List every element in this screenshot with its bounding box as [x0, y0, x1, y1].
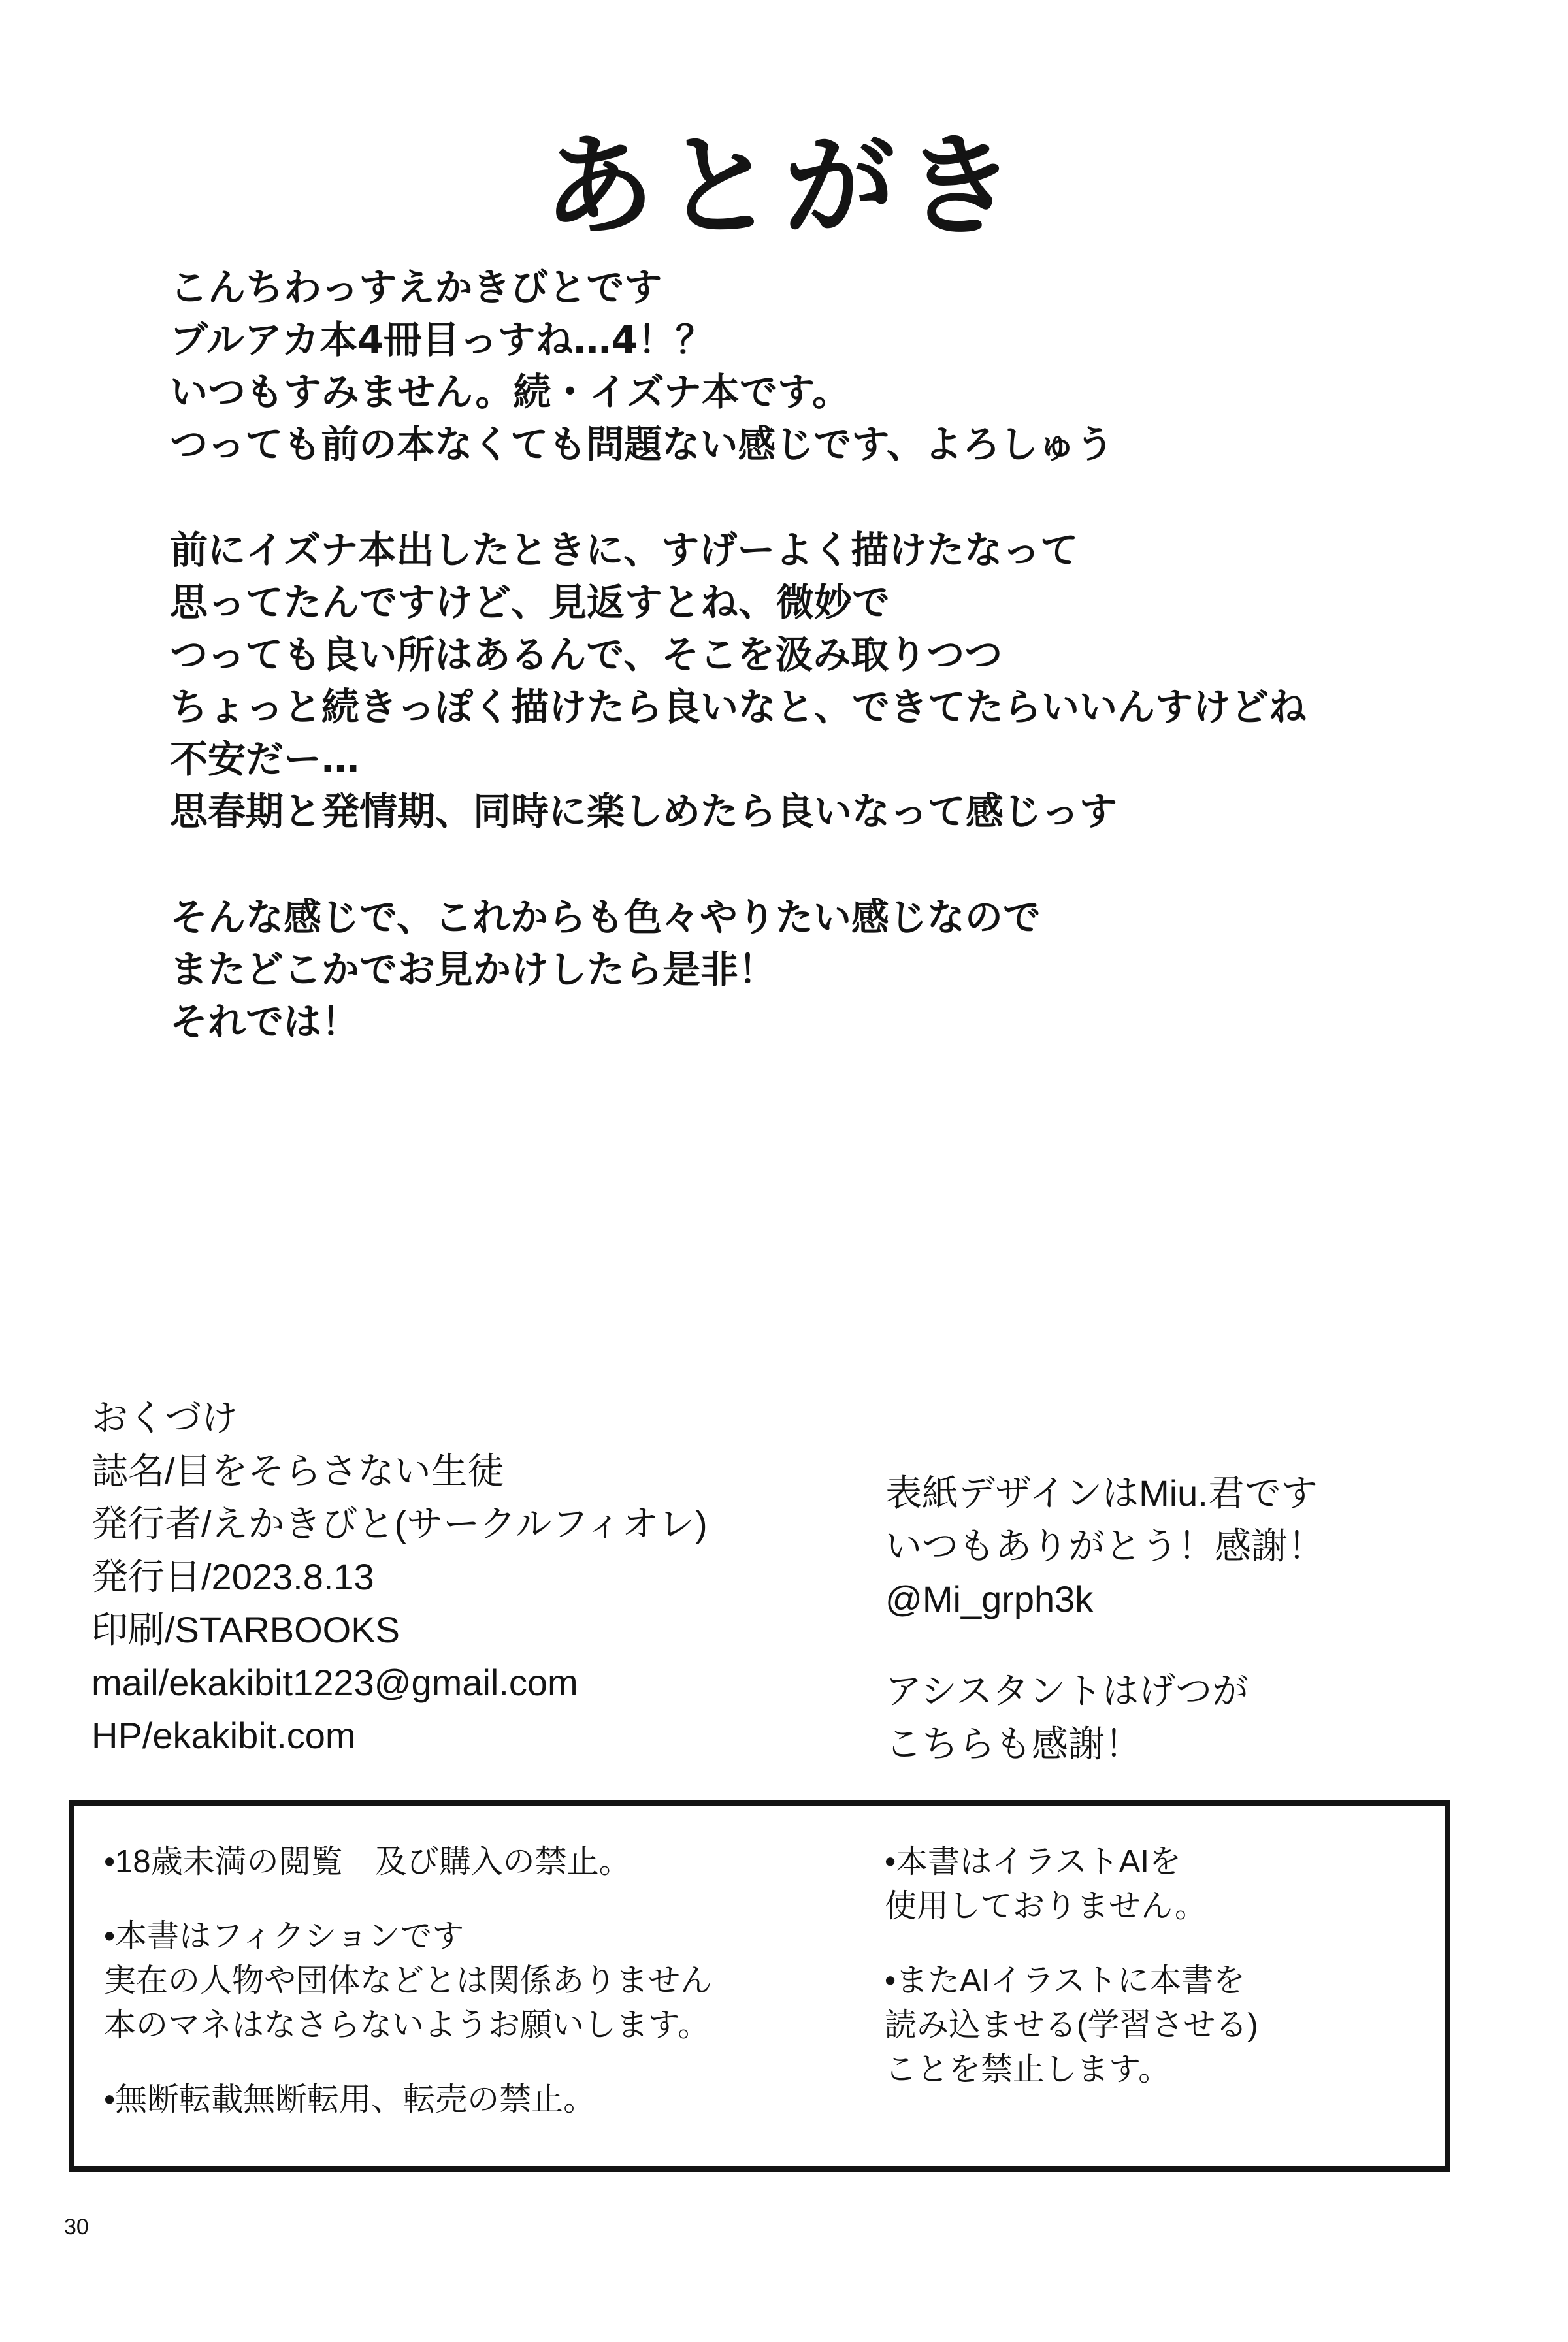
credit-line: いつもありがとう！感謝！: [885, 1525, 1324, 1567]
credit-handle: @Mi_grph3k: [885, 1578, 1094, 1619]
afterword-line: 思ってたんですけど、見返すとね、微妙で: [170, 580, 890, 625]
credit-line: こちらも感謝！: [885, 1723, 1141, 1765]
credit-line: アシスタントはげつが: [885, 1670, 1249, 1712]
notice-column-right: [885, 1840, 1258, 2122]
credit-line: 表紙デザインはMiu.君です: [885, 1472, 1318, 1514]
notice-line: •18歳未満の閲覧 及び購入の禁止。: [104, 1844, 631, 1879]
colophon-heading: おくづけ: [91, 1397, 238, 1439]
afterword-line: ちょっと続きっぽく描けたら良いなと、できてたらいいんすけどね: [170, 685, 1307, 729]
notice-line: •本書はフィクションです: [104, 1919, 465, 1954]
afterword-line: いつもすみません。続・イズナ本です。: [170, 370, 851, 414]
notice-line: 読み込ませる(学習させる): [885, 2008, 1258, 2043]
afterword-line: 不安だー…: [170, 737, 360, 781]
notice-age-restriction: [104, 1840, 712, 1884]
afterword-line: 思春期と発情期、同時に楽しめたら良いなって感じっす: [170, 789, 1118, 834]
notice-box: [69, 1800, 1450, 2172]
colophon-date: 発行日/2023.8.13: [91, 1556, 374, 1597]
colophon-publisher: 発行者/えかきびと(サークルフィオレ): [91, 1503, 708, 1544]
afterword-paragraph: [170, 891, 1477, 1048]
colophon-mail: mail/ekakibit1223@gmail.com: [91, 1662, 578, 1703]
afterword-line: それでは！: [170, 1000, 360, 1044]
notice-line: •無断転載無断転用、転売の禁止。: [104, 2082, 596, 2117]
notice-no-ai-used: [885, 1840, 1258, 1928]
notice-line: ことを禁止します。: [885, 2052, 1171, 2087]
afterword-line: ブルアカ本4冊目っすね…4！？: [170, 317, 713, 362]
notice-fiction: [104, 1914, 712, 2047]
afterword-line: こんちわっすえかきびとです: [170, 265, 662, 310]
notice-no-reproduction: [104, 2077, 712, 2122]
afterword-body: [170, 261, 1477, 1101]
notice-column-left: [104, 1840, 712, 2152]
afterword-line: 前にイズナ本出したときに、すげーよく描けたなって: [170, 528, 1079, 572]
colophon-printer: 印刷/STARBOOKS: [91, 1609, 400, 1650]
notice-line: 実在の人物や団体などとは関係ありません: [104, 1963, 713, 1998]
notice-line: 使用しておりません。: [885, 1889, 1207, 1924]
notice-line: •本書はイラストAIを: [885, 1844, 1181, 1879]
notice-no-ai-training: [885, 1959, 1258, 2092]
notice-line: •またAIイラストに本書を: [885, 1963, 1245, 1998]
afterword-line: つっても良い所はあるんで、そこを汲み取りつつ: [170, 632, 1003, 677]
credits: [885, 1467, 1324, 1810]
colophon-homepage: HP/ekakibit.com: [91, 1715, 356, 1756]
cover-design-credit: [885, 1467, 1324, 1625]
afterword-paragraph: [170, 524, 1477, 838]
colophon: [91, 1391, 708, 1762]
afterword-line: つっても前の本なくても問題ない感じです、よろしゅう: [170, 422, 1114, 466]
afterword-line: またどこかでお見かけしたら是非！: [170, 947, 777, 992]
notice-line: 本のマネはなさらないようお願いします。: [104, 2008, 710, 2043]
afterword-paragraph: [170, 261, 1477, 470]
page-title: あとがき: [543, 121, 1024, 252]
page-number: 30: [64, 2215, 89, 2239]
assistant-credit: [885, 1665, 1324, 1770]
afterword-line: そんな感じで、これからも色々やりたい感じなので: [170, 895, 1041, 939]
colophon-title: 誌名/目をそらさない生徒: [91, 1450, 504, 1491]
